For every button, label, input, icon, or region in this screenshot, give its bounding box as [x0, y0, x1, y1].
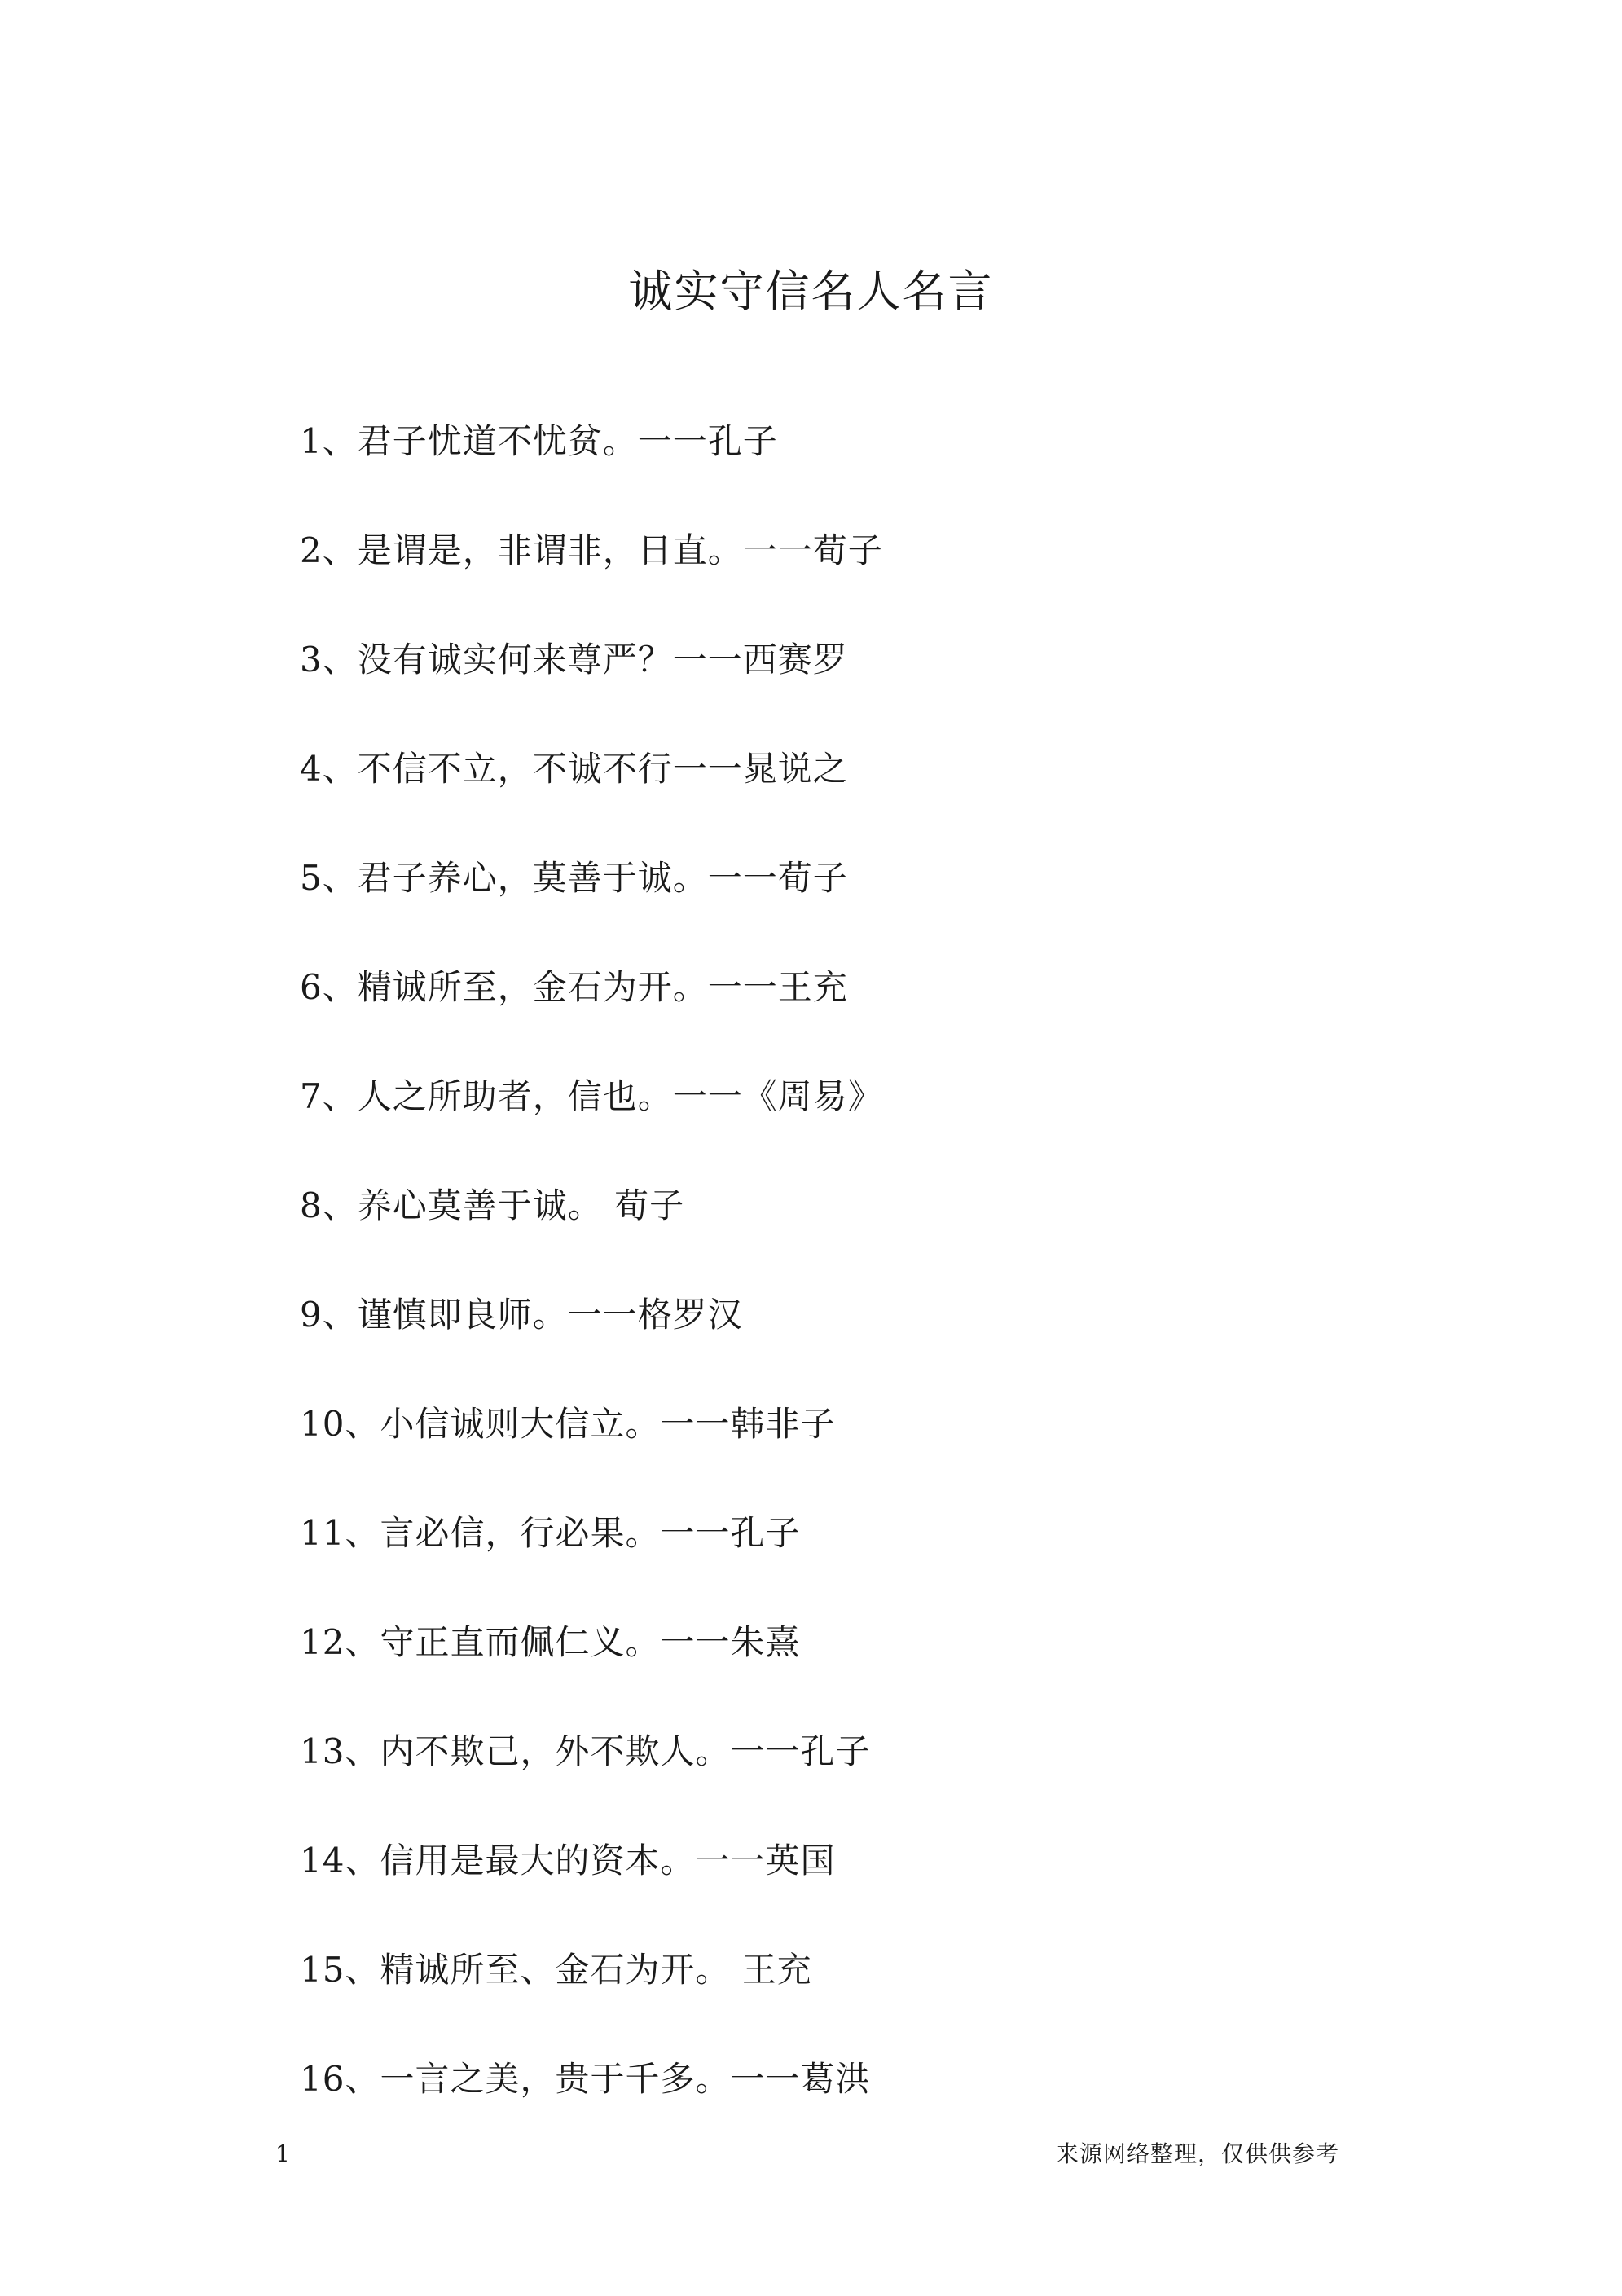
footer-note: 来源网络整理，仅供供参考 — [1056, 2140, 1340, 2167]
quote-item: 12、守正直而佩仁义。一一朱熹 — [300, 1622, 801, 1662]
quote-item: 15、精诚所至、金石为开。 王充 — [300, 1950, 812, 1990]
quote-item: 4、不信不立，不诚不行一一晁说之 — [300, 749, 848, 789]
quote-item: 9、谨慎即良师。一一格罗汉 — [300, 1295, 743, 1335]
quote-item: 5、君子养心，莫善于诚。一一荀子 — [300, 858, 848, 898]
quote-item: 14、信用是最大的资本。一一英国 — [300, 1841, 836, 1880]
quote-item: 6、精诚所至，金石为开。一一王充 — [300, 967, 848, 1007]
document-title: 诚实守信名人名言 — [628, 266, 994, 317]
quote-item: 8、养心莫善于诚。 荀子 — [300, 1185, 685, 1225]
quote-item: 11、言必信，行必果。一一孔子 — [300, 1513, 801, 1553]
quote-item: 7、人之所助者，信也。一一《周易》 — [300, 1076, 883, 1116]
quote-item: 13、内不欺己，外不欺人。一一孔子 — [300, 1731, 871, 1771]
page-number: 1 — [275, 2140, 290, 2167]
quote-item: 2、是谓是，非谓非，日直。一一荀子 — [300, 530, 883, 570]
quote-item: 1、君子忧道不忧贫。一一孔子 — [300, 421, 778, 461]
quote-item: 3、没有诚实何来尊严？一一西赛罗 — [300, 640, 848, 680]
quote-list — [300, 409, 883, 2156]
quote-item: 10、小信诚则大信立。一一韩非子 — [300, 1404, 836, 1444]
quote-item: 16、一言之美，贵于千多。一一葛洪 — [300, 2059, 871, 2099]
